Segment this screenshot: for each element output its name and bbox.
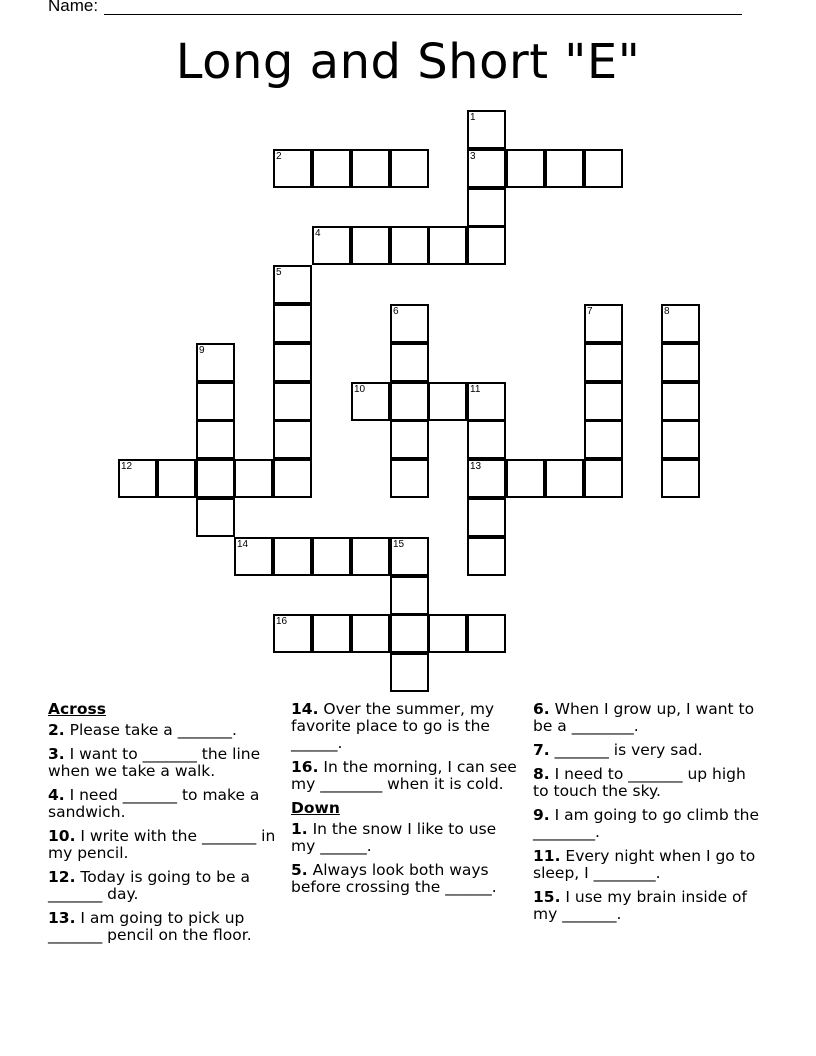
clue-item <box>533 766 765 800</box>
clue-item <box>48 910 282 944</box>
clue-item <box>291 701 523 752</box>
grid-cell[interactable] <box>273 343 312 382</box>
clues-column-3 <box>533 701 765 930</box>
grid-cell[interactable] <box>273 304 312 343</box>
clue-number: 10 <box>354 384 366 395</box>
grid-cell[interactable] <box>506 459 545 498</box>
clue-text: I want to _______ the line when we take a walk. <box>48 745 261 780</box>
clue-number: 12 <box>121 461 133 472</box>
grid-cell[interactable] <box>467 614 506 653</box>
grid-cell[interactable] <box>661 304 700 343</box>
grid-cell[interactable] <box>390 614 429 653</box>
clue-text: I use my brain inside of my _______. <box>533 888 747 923</box>
grid-cell[interactable] <box>467 382 506 421</box>
grid-cell[interactable] <box>196 498 235 537</box>
clue-number: 14 <box>237 539 249 550</box>
clue-item <box>533 742 765 759</box>
grid-cell[interactable] <box>234 537 273 576</box>
grid-cell[interactable] <box>390 382 429 421</box>
clue-item <box>291 759 523 793</box>
clue-number: 11 <box>470 384 481 395</box>
grid-cell[interactable] <box>467 188 506 227</box>
grid-cell[interactable] <box>467 537 506 576</box>
grid-cell[interactable] <box>467 420 506 459</box>
clue-number-label: 11. <box>533 847 561 865</box>
grid-cell[interactable] <box>390 420 429 459</box>
clue-number: 3 <box>470 151 476 162</box>
clue-item <box>533 889 765 923</box>
grid-cell[interactable] <box>467 226 506 265</box>
clue-number: 15 <box>393 539 405 550</box>
clue-number: 1 <box>470 112 476 123</box>
grid-cell[interactable] <box>273 420 312 459</box>
clue-number-label: 9. <box>533 806 550 824</box>
grid-cell[interactable] <box>467 459 506 498</box>
clue-number-label: 8. <box>533 765 550 783</box>
grid-cell[interactable] <box>312 537 351 576</box>
clue-number: 8 <box>664 306 670 317</box>
clue-text: I am going to go climb the ________. <box>533 806 760 841</box>
clue-text: I need to _______ up high to touch the sky. <box>533 765 746 800</box>
grid-cell[interactable] <box>506 149 545 188</box>
name-label: Name: <box>48 0 99 15</box>
grid-cell[interactable] <box>661 420 700 459</box>
clue-number-label: 16. <box>291 758 319 776</box>
clue-number-label: 15. <box>533 888 561 906</box>
clue-number: 7 <box>587 306 593 317</box>
grid-cell[interactable] <box>196 343 235 382</box>
across-clue-list <box>48 722 282 944</box>
clues-column-2 <box>291 701 523 903</box>
grid-cell[interactable] <box>584 459 623 498</box>
grid-cell[interactable] <box>390 653 429 692</box>
clue-text: I am going to pick up _______ pencil on the floor. <box>48 909 252 944</box>
grid-cell[interactable] <box>390 226 429 265</box>
down-clue-list <box>291 821 523 896</box>
clue-item <box>48 746 282 780</box>
page-title: Long and Short "E" <box>175 34 641 90</box>
clue-text: Over the summer, my favorite place to go is the ______. <box>291 700 495 752</box>
clue-text: _______ is very sad. <box>549 741 703 759</box>
clue-number: 16 <box>276 616 288 627</box>
grid-cell[interactable] <box>351 382 390 421</box>
down-heading: Down <box>291 799 340 817</box>
clue-number-label: 10. <box>48 827 76 845</box>
grid-cell[interactable] <box>196 420 235 459</box>
clue-number: 5 <box>276 267 282 278</box>
grid-cell[interactable] <box>467 110 506 149</box>
clue-text: Please take a _______. <box>64 721 237 739</box>
across-heading: Across <box>48 700 106 718</box>
grid-cell[interactable] <box>545 459 584 498</box>
clue-number: 9 <box>199 345 205 356</box>
clue-text: I need _______ to make a sandwich. <box>48 786 260 821</box>
grid-cell[interactable] <box>351 614 390 653</box>
grid-cell[interactable] <box>312 226 351 265</box>
clue-number: 4 <box>315 228 321 239</box>
grid-cell[interactable] <box>118 459 157 498</box>
grid-cell[interactable] <box>234 459 273 498</box>
clue-item <box>48 828 282 862</box>
grid-cell[interactable] <box>196 459 235 498</box>
grid-cell[interactable] <box>428 382 467 421</box>
clue-text: In the snow I like to use my ______. <box>291 820 497 855</box>
grid-cell[interactable] <box>157 459 196 498</box>
clue-number: 13 <box>470 461 482 472</box>
clue-number: 2 <box>276 151 282 162</box>
clue-number-label: 1. <box>291 820 308 838</box>
grid-cell[interactable] <box>661 382 700 421</box>
grid-cell[interactable] <box>467 149 506 188</box>
grid-cell[interactable] <box>273 459 312 498</box>
grid-cell[interactable] <box>273 537 312 576</box>
clue-item <box>48 722 282 739</box>
clue-item <box>48 787 282 821</box>
clue-number-label: 6. <box>533 700 550 718</box>
grid-cell[interactable] <box>428 614 467 653</box>
across-clue-list-continued <box>291 701 523 793</box>
grid-cell[interactable] <box>390 343 429 382</box>
clue-number-label: 2. <box>48 721 65 739</box>
grid-cell[interactable] <box>273 149 312 188</box>
grid-cell[interactable] <box>390 576 429 615</box>
grid-cell[interactable] <box>273 382 312 421</box>
grid-cell[interactable] <box>351 226 390 265</box>
clue-item <box>533 701 765 735</box>
grid-cell[interactable] <box>390 459 429 498</box>
clue-item <box>48 869 282 903</box>
down-clue-list-continued <box>533 701 765 923</box>
grid-cell[interactable] <box>390 304 429 343</box>
grid-cell[interactable] <box>312 614 351 653</box>
clue-number-label: 5. <box>291 861 308 879</box>
grid-cell[interactable] <box>467 498 506 537</box>
clue-number-label: 4. <box>48 786 65 804</box>
grid-cell[interactable] <box>273 614 312 653</box>
grid-cell[interactable] <box>545 149 584 188</box>
clue-number-label: 12. <box>48 868 76 886</box>
grid-cell[interactable] <box>390 537 429 576</box>
clue-item <box>291 862 523 896</box>
grid-cell[interactable] <box>584 343 623 382</box>
clue-item <box>291 821 523 855</box>
grid-cell[interactable] <box>584 149 623 188</box>
clue-number-label: 3. <box>48 745 65 763</box>
grid-cell[interactable] <box>351 537 390 576</box>
clue-number-label: 14. <box>291 700 319 718</box>
grid-cell[interactable] <box>351 149 390 188</box>
grid-cell[interactable] <box>196 382 235 421</box>
clue-number-label: 13. <box>48 909 76 927</box>
grid-cell[interactable] <box>428 226 467 265</box>
clue-text: Today is going to be a _______ day. <box>48 868 250 903</box>
grid-cell[interactable] <box>584 304 623 343</box>
grid-cell[interactable] <box>273 265 312 304</box>
clue-text: Always look both ways before crossing the ______. <box>291 861 497 896</box>
grid-cell[interactable] <box>312 149 351 188</box>
grid-cell[interactable] <box>584 382 623 421</box>
clue-text: When I grow up, I want to be a ________. <box>533 700 755 735</box>
clues-column-1 <box>48 701 282 951</box>
grid-cell[interactable] <box>661 343 700 382</box>
grid-cell[interactable] <box>584 420 623 459</box>
clue-number-label: 7. <box>533 741 550 759</box>
clue-text: In the morning, I can see my ________ when it is cold. <box>291 758 517 793</box>
clue-item <box>533 848 765 882</box>
clue-text: Every night when I go to sleep, I ________. <box>533 847 756 882</box>
clue-text: I write with the _______ in my pencil. <box>48 827 276 862</box>
clue-number: 6 <box>393 306 399 317</box>
grid-cell[interactable] <box>390 149 429 188</box>
grid-cell[interactable] <box>661 459 700 498</box>
clue-item <box>533 807 765 841</box>
